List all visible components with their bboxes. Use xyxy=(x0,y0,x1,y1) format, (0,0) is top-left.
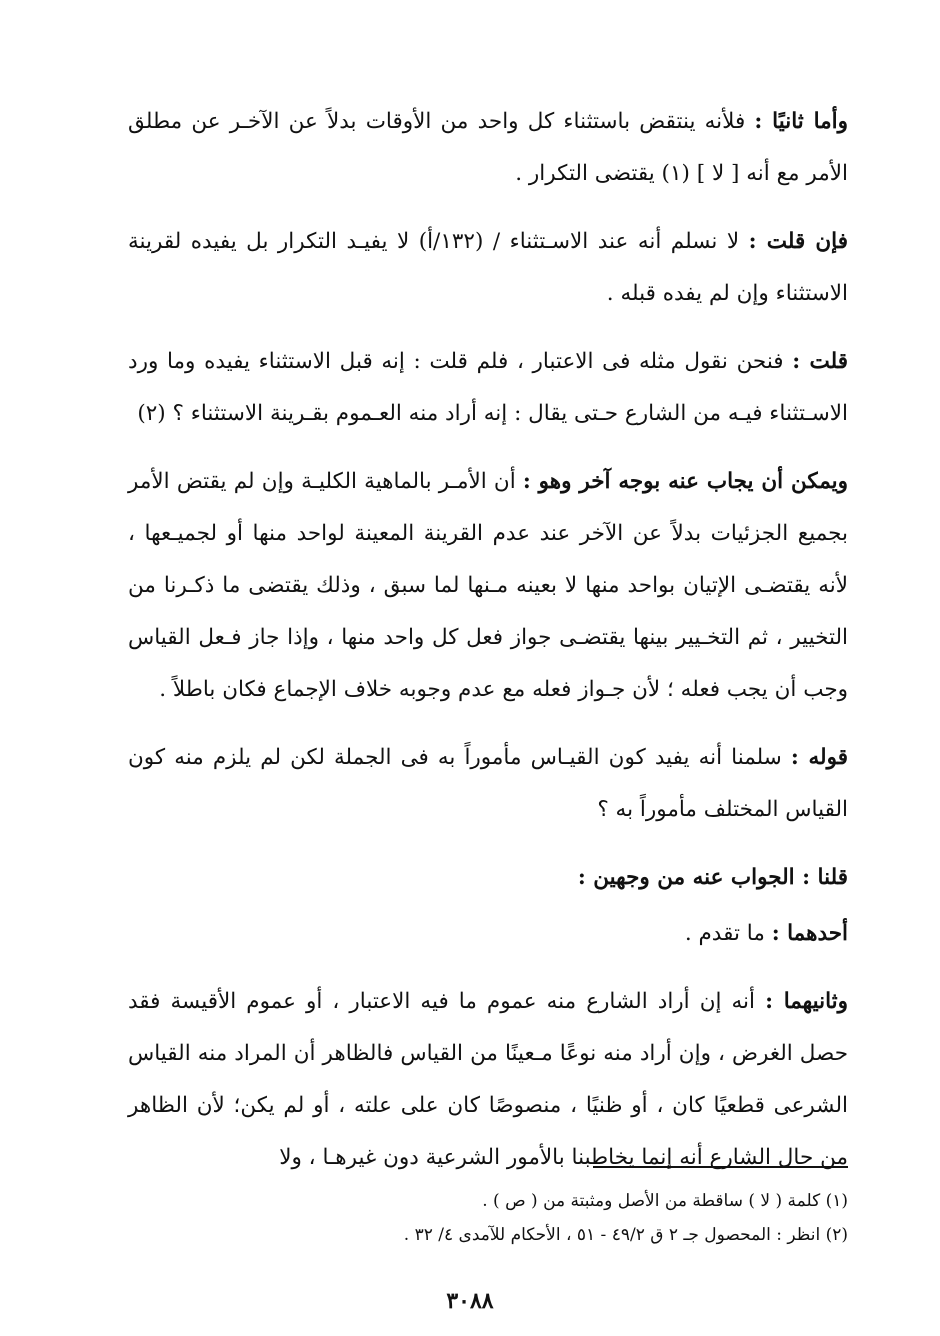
footnote-divider xyxy=(593,1166,848,1168)
paragraph-body: أن الأمـر بالماهية الكليـة وإن لم يقتض الأمر بجميع الجزئيات بدلاً عن الآخر عند عدم القرينة المعينة لواحد منها أو لجميـعها ، لأنه يقتضـى الإتيان بواحد منها لا بعينه مـنها لما سبق ، وذلك يقتضى ما ذكـرنا من التخيير ، ثم التخـيير بينها يقتضـى جواز فعل كل واحد منها ، وإذا جاز فـعل القياس وجب أن يجب فعله ؛ لأن جـواز فعله مع عدم وجوبه خلاف الإجماع فكان باطلاً . xyxy=(128,469,848,702)
paragraph-3 xyxy=(128,336,848,440)
paragraph-8 xyxy=(128,976,848,1184)
paragraph-lead: فإن قلت : xyxy=(748,229,848,254)
paragraph-body: لا نسلم أنه عند الاسـتثناء / (١٣٢/أ) لا يفيـد التكرار بل يفيده لقرينة الاستثناء وإن لم يفده قبله . xyxy=(128,229,848,306)
footnote-1: (١) كلمة ( لا ) ساقطة من الأصل ومثبتة من ( ص ) . xyxy=(482,1191,848,1211)
footnotes xyxy=(128,1184,848,1252)
paragraph-body: فلأنه ينتقض باستثناء كل واحد من الأوقات بدلاً عن الآخـر عن مطلق الأمر مع أنه [ لا ] (١) يقتضى التكرار . xyxy=(128,109,848,186)
main-text xyxy=(128,96,848,1200)
paragraph-body: أنه إن أراد الشارع منه عموم ما فيه الاعتبار ، أو عموم الأقيسة فقد حصل الغرض ، وإن أراد منه نوعًا مـعينًا من القياس فالظاهر أن المراد منه القياس الشرعى قطعيًا كان ، أو ظنيًا ، منصوصًا كان على علته ، أو لم يكن؛ لأن الظاهر من حال الشارع أنه إنما يخاطبنا بالأمور الشرعية دون غيرهـا ، ولا xyxy=(128,989,848,1170)
paragraph-lead: وأما ثانيًا : xyxy=(754,109,848,134)
paragraph-lead: وثانيهما : xyxy=(765,989,848,1014)
paragraph-body: سلمنا أنه يفيد كون القيـاس مأموراً به فى الجملة لكن لم يلزم منه كون القياس المختلف مأموراً به ؟ xyxy=(128,745,848,822)
paragraph-lead: أحدهما : xyxy=(771,921,848,946)
paragraph-lead: قوله : xyxy=(790,745,848,770)
paragraph-body: ما تقدم . xyxy=(684,921,772,946)
paragraph-1 xyxy=(128,96,848,200)
paragraph-lead: ويمكن أن يجاب عنه بوجه آخر وهو : xyxy=(522,469,848,494)
paragraph-4 xyxy=(128,456,848,716)
paragraph-body: فنحن نقول مثله فى الاعتبار ، فلم قلت : إنه قبل الاستثناء يفيده وما ورد الاسـتثناء فيـه من الشارع حـتى يقال : إنه أراد منه العـموم بقـرينة الاستثناء ؟ (٢) xyxy=(128,349,848,426)
paragraph-2 xyxy=(128,216,848,320)
paragraph-lead: قلنا : الجواب عنه من وجهين : xyxy=(577,865,848,890)
page-number: ٣٠٨٨ xyxy=(446,1288,494,1314)
footnote-2: (٢) انظر : المحصول جـ ٢ ق ٤٩/٢ - ٥١ ، الأحكام للآمدى ٤/ ٣٢ . xyxy=(403,1225,848,1245)
paragraph-6 xyxy=(128,852,848,904)
paragraph-lead: قلت : xyxy=(792,349,848,374)
paragraph-7 xyxy=(128,908,848,960)
paragraph-5 xyxy=(128,732,848,836)
